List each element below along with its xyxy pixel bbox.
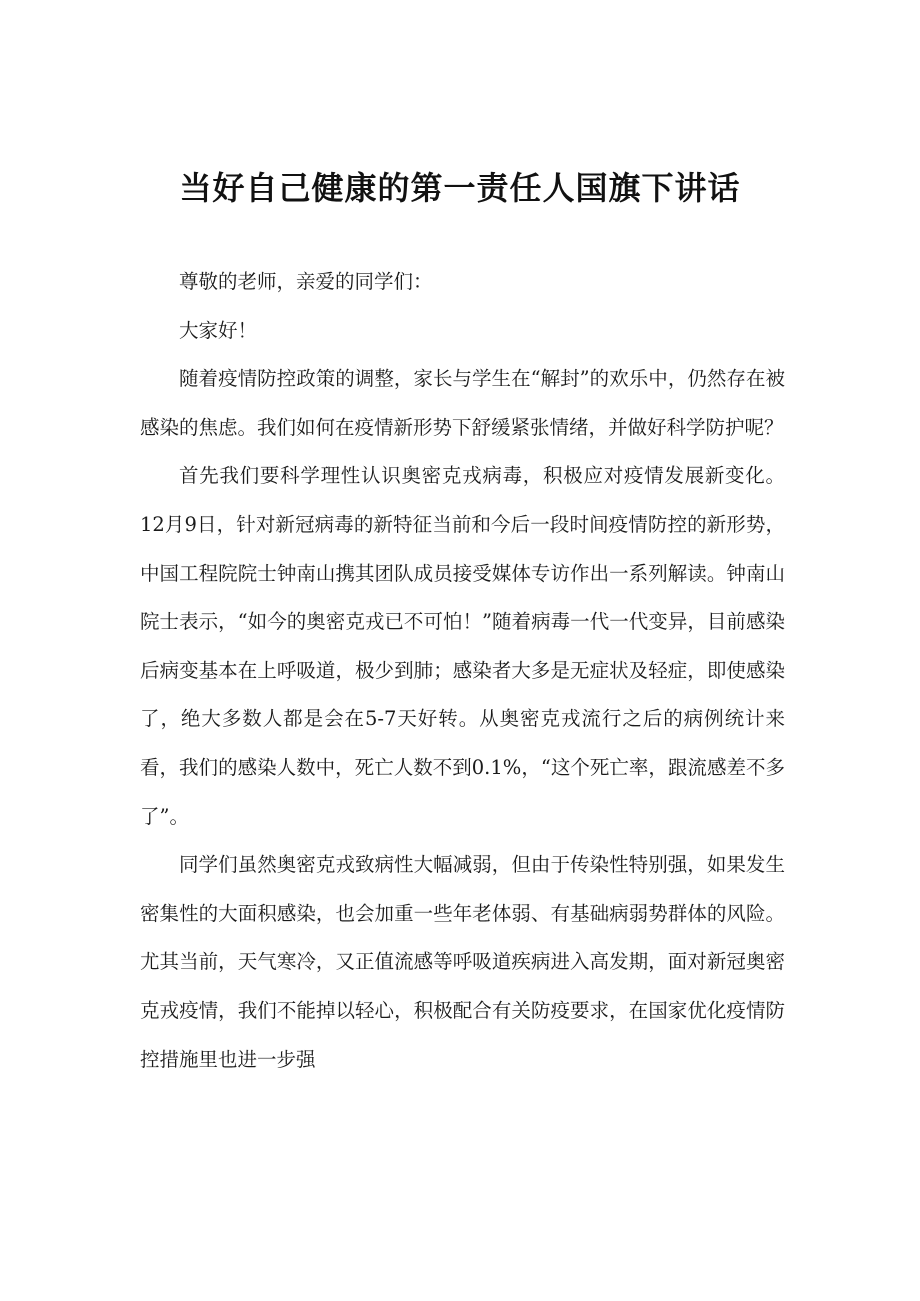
greeting: 大家好！ — [179, 318, 258, 342]
salutation: 尊敬的老师，亲爱的同学们： — [179, 270, 433, 293]
paragraph: 同学们虽然奥密克戎致病性大幅减弱，但由于传染性特别强，如果发生密集性的大面积感染，也会加重一些年老体弱、有基础病弱势群体的风险。尤其当前，天气寒冷，又正值流感等呼吸道疾病进入高发期，面对新冠奥密克戎疫情，我们不能掉以轻心，积极配合有关防疫要求，在国家优化疫情防控措施里也进一步强 — [140, 853, 785, 1071]
paragraph: 随着疫情防控政策的调整，家长与学生在“解封”的欢乐中，仍然存在被感染的焦虑。我们如何在疫情新形势下舒缓紧张情绪，并做好科学防护呢？ — [140, 367, 785, 439]
paragraph: 首先我们要科学理性认识奥密克戎病毒，积极应对疫情发展新变化。12月9日，针对新冠病毒的新特征当前和今后一段时间疫情防控的新形势，中国工程院院士钟南山携其团队成员接受媒体专访作出一系列解读。钟南山院士表示，“如今的奥密克戎已不可怕！”随着病毒一代一代变异，目前感染后病变基本在上呼吸道，极少到肺；感染者大多是无症状及轻症，即使感染了，绝大多数人都是会在5-7天好转。从奥密克戎流行之后的病例统计来看，我们的感染人数中，死亡人数不到0.1%，“这个死亡率，跟流感差不多了”。 — [140, 464, 785, 828]
document-title: 当好自己健康的第一责任人国旗下讲话 — [179, 169, 741, 207]
document-body — [140, 258, 785, 1084]
